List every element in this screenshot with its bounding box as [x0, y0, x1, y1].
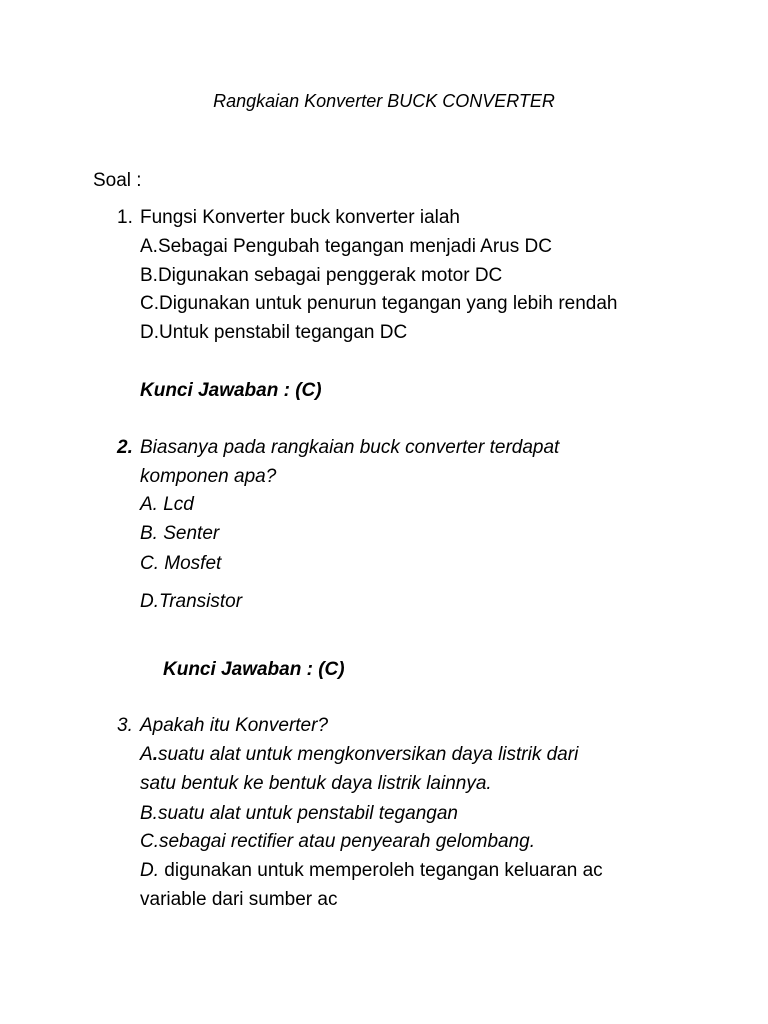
q1-option-a: A.Sebagai Pengubah tegangan menjadi Arus DC — [140, 236, 552, 257]
q2-option-c: C. Mosfet — [140, 553, 222, 574]
q1-question: Fungsi Konverter buck konverter ialah — [140, 207, 460, 228]
q1-option-b: B.Digunakan sebagai penggerak motor DC — [140, 265, 503, 286]
q2-answer-key: Kunci Jawaban : (C) — [163, 659, 345, 680]
q2-option-a: A. Lcd — [140, 494, 194, 515]
q3-option-c: C.sebagai rectifier atau penyearah gelombang. — [140, 831, 536, 852]
q1-option-d: D.Untuk penstabil tegangan DC — [140, 322, 408, 343]
q2-option-b: B. Senter — [140, 523, 220, 544]
q3-option-a-line1 — [140, 745, 578, 764]
q1-number: 1. — [117, 207, 133, 228]
q3-option-d-line1 — [140, 861, 603, 880]
q1-answer-key: Kunci Jawaban : (C) — [140, 380, 322, 401]
q3-option-a-dot: . — [152, 744, 158, 765]
q3-question: Apakah itu Konverter? — [140, 715, 329, 736]
q3-option-d-line2: variable dari sumber ac — [140, 889, 338, 910]
q3-number: 3. — [117, 715, 133, 736]
document-title: Rangkaian Konverter BUCK CONVERTER — [213, 91, 555, 111]
q2-question-line1: Biasanya pada rangkaian buck converter terdapat — [140, 437, 560, 458]
q3-option-b: B.suatu alat untuk penstabil tegangan — [140, 803, 458, 824]
q3-option-a-text: suatu alat untuk mengkonversikan daya listrik dari — [157, 744, 579, 765]
q2-question-line2: komponen apa? — [140, 466, 277, 487]
q3-option-d-text: digunakan untuk memperoleh tegangan keluaran ac — [159, 860, 603, 881]
q3-option-d-letter: D. — [140, 860, 159, 881]
q2-option-d: D.Transistor — [140, 591, 243, 612]
q1-option-c: C.Digunakan untuk penurun tegangan yang lebih rendah — [140, 293, 618, 314]
q3-option-a-letter: A — [140, 744, 153, 765]
q2-number: 2. — [117, 437, 133, 458]
section-label: Soal : — [93, 170, 142, 191]
q3-option-a-line2: satu bentuk ke bentuk daya listrik lainnya. — [140, 773, 492, 794]
